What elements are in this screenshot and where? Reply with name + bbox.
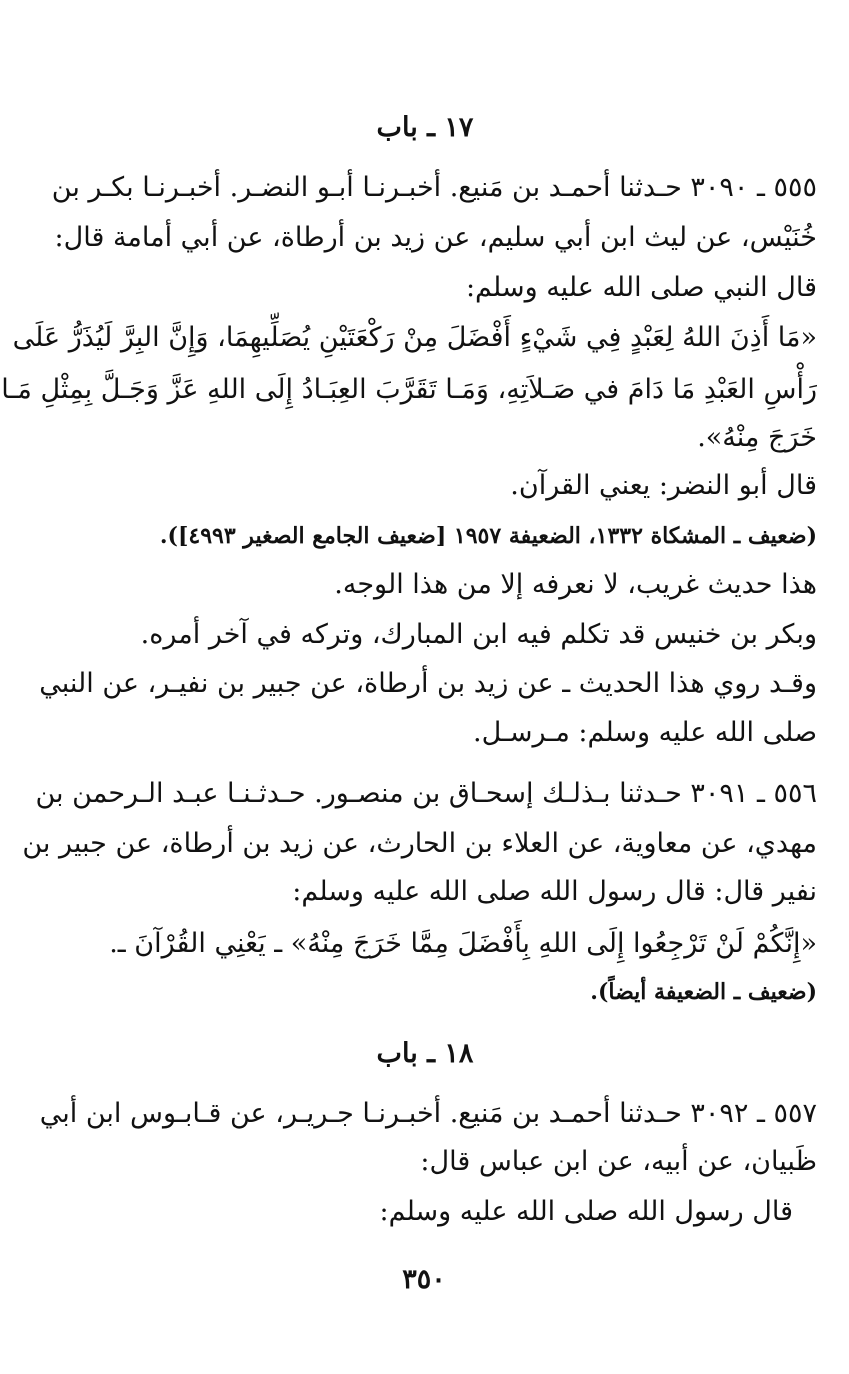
hadith-555-line-6: خَرَجَ مِنْهُ». xyxy=(697,422,817,453)
hadith-556-line-1: ٥٥٦ ـ ٣٠٩١ حـدثنا بـذلـك إسحـاق بن منصـور. حـدثـنـا عبـد الـرحمن بن xyxy=(35,778,817,809)
chapter-heading-18: ١٨ ـ باب xyxy=(376,1038,474,1069)
page-number: ٣٥٠ xyxy=(402,1264,446,1295)
hadith-555-comment-4: صلى الله عليه وسلم: مـرسـل. xyxy=(472,717,817,748)
hadith-555-line-3: قال النبي صلى الله عليه وسلم: xyxy=(465,272,817,303)
hadith-555-grading: (ضعيف ـ المشكاة ١٣٣٢، الضعيفة ١٩٥٧ [ضعيف الجامع الصغير ٤٩٩٣]). xyxy=(159,523,817,549)
hadith-555-line-1: ٥٥٥ ـ ٣٠٩٠ حـدثنا أحمـد بن مَنيع. أخبـرنـا أبـو النضـر. أخبـرنـا بكـر بن xyxy=(51,172,817,203)
hadith-555-line-2: خُنَيْس، عن ليث ابن أبي سليم، عن زيد بن أرطاة، عن أبي أمامة قال: xyxy=(54,222,817,253)
chapter-heading-17: ١٧ ـ باب xyxy=(376,112,474,143)
hadith-555-line-4: «مَا أَذِنَ اللهُ لِعَبْدٍ فِي شَيْءٍ أَفْضَلَ مِنْ رَكْعَتَيْنِ يُصَلِّيهِمَا، وَإِنَّ البِرَّ لَيُذَرُّ عَلَى xyxy=(12,322,817,353)
hadith-556-line-2: مهدي، عن معاوية، عن العلاء بن الحارث، عن زيد بن أرطاة، عن جبير بن xyxy=(22,828,817,859)
hadith-557-line-2: ظَبيان، عن أبيه، عن ابن عباس قال: xyxy=(420,1146,817,1177)
hadith-555-comment-3: وقـد روي هذا الحديث ـ عن زيد بن أرطاة، عن جبير بن نفيـر، عن النبي xyxy=(39,668,817,699)
hadith-556-line-4: «إِنَّكُمْ لَنْ تَرْجِعُوا إِلَى اللهِ بِأَفْضَلَ مِمَّا خَرَجَ مِنْهُ» ـ يَعْنِي القُرْآنَ ـ. xyxy=(109,928,817,959)
hadith-556-line-3: نفير قال: قال رسول الله صلى الله عليه وسلم: xyxy=(292,876,817,907)
hadith-557-line-1: ٥٥٧ ـ ٣٠٩٢ حـدثنا أحمـد بن مَنيع. أخبـرنـا جـريـر، عن قـابـوس ابن أبي xyxy=(39,1098,817,1129)
hadith-555-line-7: قال أبو النضر: يعني القرآن. xyxy=(510,470,817,501)
hadith-557-line-3: قال رسول الله صلى الله عليه وسلم: xyxy=(379,1196,793,1227)
hadith-556-grading: (ضعيف ـ الضعيفة أيضاً). xyxy=(590,979,817,1005)
hadith-555-comment-2: وبكر بن خنيس قد تكلم فيه ابن المبارك، وتركه في آخر أمره. xyxy=(140,619,817,650)
hadith-555-comment-1: هذا حديث غريب، لا نعرفه إلا من هذا الوجه. xyxy=(334,569,817,600)
hadith-555-line-5: رَأْسِ العَبْدِ مَا دَامَ في صَـلاَتِهِ، وَمَـا تَقَرَّبَ العِبَـادُ إِلَى اللهِ عَزَّ وَجَـلَّ بِمِثْلِ مَـا xyxy=(1,374,817,405)
